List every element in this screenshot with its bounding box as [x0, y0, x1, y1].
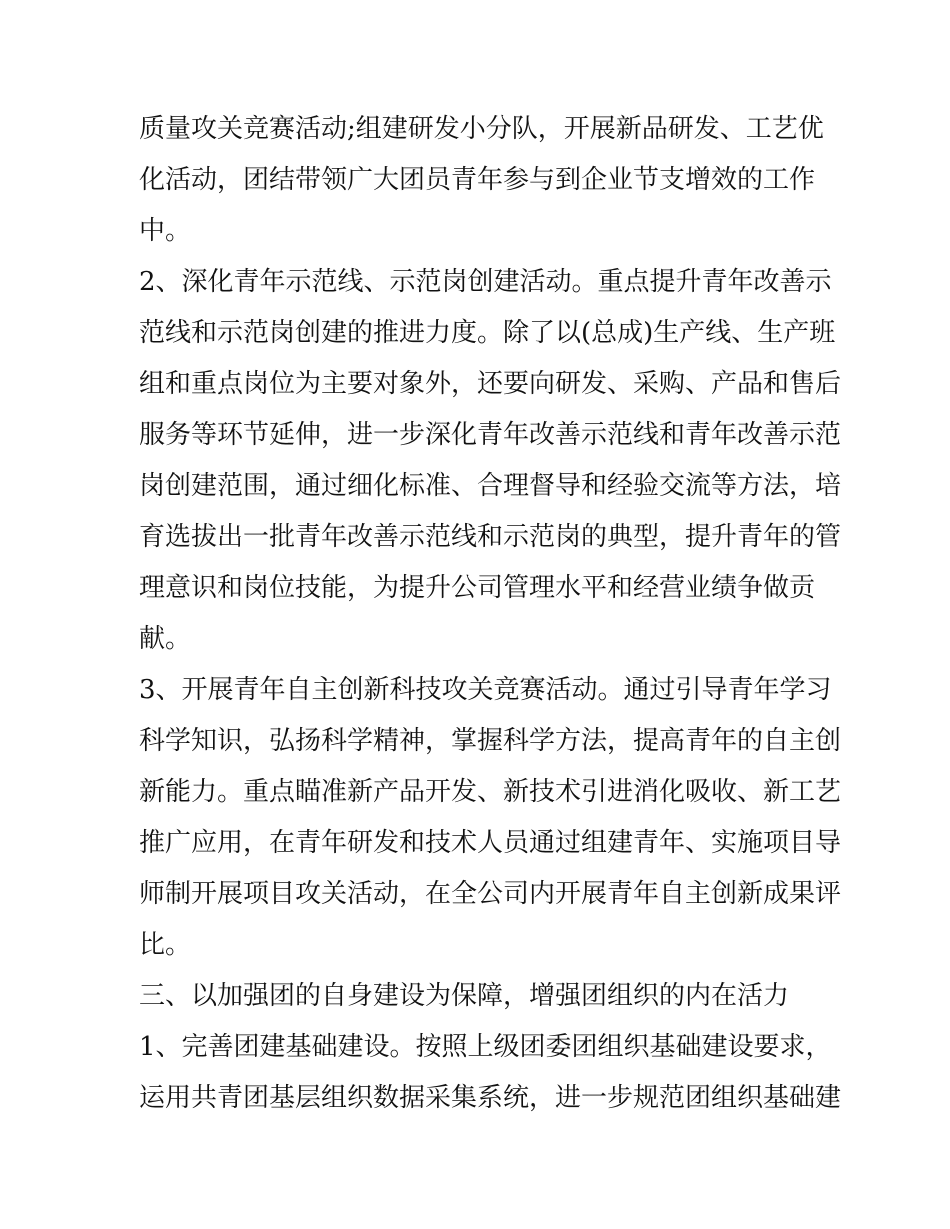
- text-line: 组和重点岗位为主要对象外，还要向研发、采购、产品和售后: [139, 369, 842, 399]
- text-line: 新能力。重点瞄准新产品开发、新技术引进消化吸收、新工艺: [139, 777, 842, 807]
- text-line: 3、开展青年自主创新科技攻关竞赛活动。通过引导青年学习: [139, 675, 832, 705]
- text-line: 中。: [139, 216, 192, 246]
- text-line: 运用共青团基层组织数据采集系统，进一步规范团组织基础建: [139, 1083, 842, 1113]
- text-line: 2、深化青年示范线、示范岗创建活动。重点提升青年改善示: [139, 267, 832, 297]
- section-heading: 三、以加强团的自身建设为保障，增强团组织的内在活力: [139, 981, 790, 1011]
- text-line: 质量攻关竞赛活动;组建研发小分队，开展新品研发、工艺优: [139, 114, 824, 144]
- text-line: 化活动，团结带领广大团员青年参与到企业节支增效的工作: [139, 165, 816, 195]
- text-line: 科学知识，弘扬科学精神，掌握科学方法，提高青年的自主创: [139, 726, 842, 756]
- text-line: 范线和示范岗创建的推进力度。除了以(总成)生产线、生产班: [139, 318, 836, 348]
- text-line: 献。: [139, 624, 192, 654]
- text-line: 师制开展项目攻关活动，在全公司内开展青年自主创新成果评: [139, 879, 842, 909]
- document-body: [139, 104, 842, 1124]
- text-line: 服务等环节延伸，进一步深化青年改善示范线和青年改善示范: [139, 420, 842, 450]
- text-line: 推广应用，在青年研发和技术人员通过组建青年、实施项目导: [139, 828, 842, 858]
- text-line: 育选拔出一批青年改善示范线和示范岗的典型，提升青年的管: [139, 522, 842, 552]
- text-line: 理意识和岗位技能，为提升公司管理水平和经营业绩争做贡: [139, 573, 816, 603]
- text-line: 比。: [139, 930, 192, 960]
- text-line: 岗创建范围，通过细化标准、合理督导和经验交流等方法，培: [139, 471, 842, 501]
- text-line: 1、完善团建基础建设。按照上级团委团组织基础建设要求，: [139, 1032, 832, 1062]
